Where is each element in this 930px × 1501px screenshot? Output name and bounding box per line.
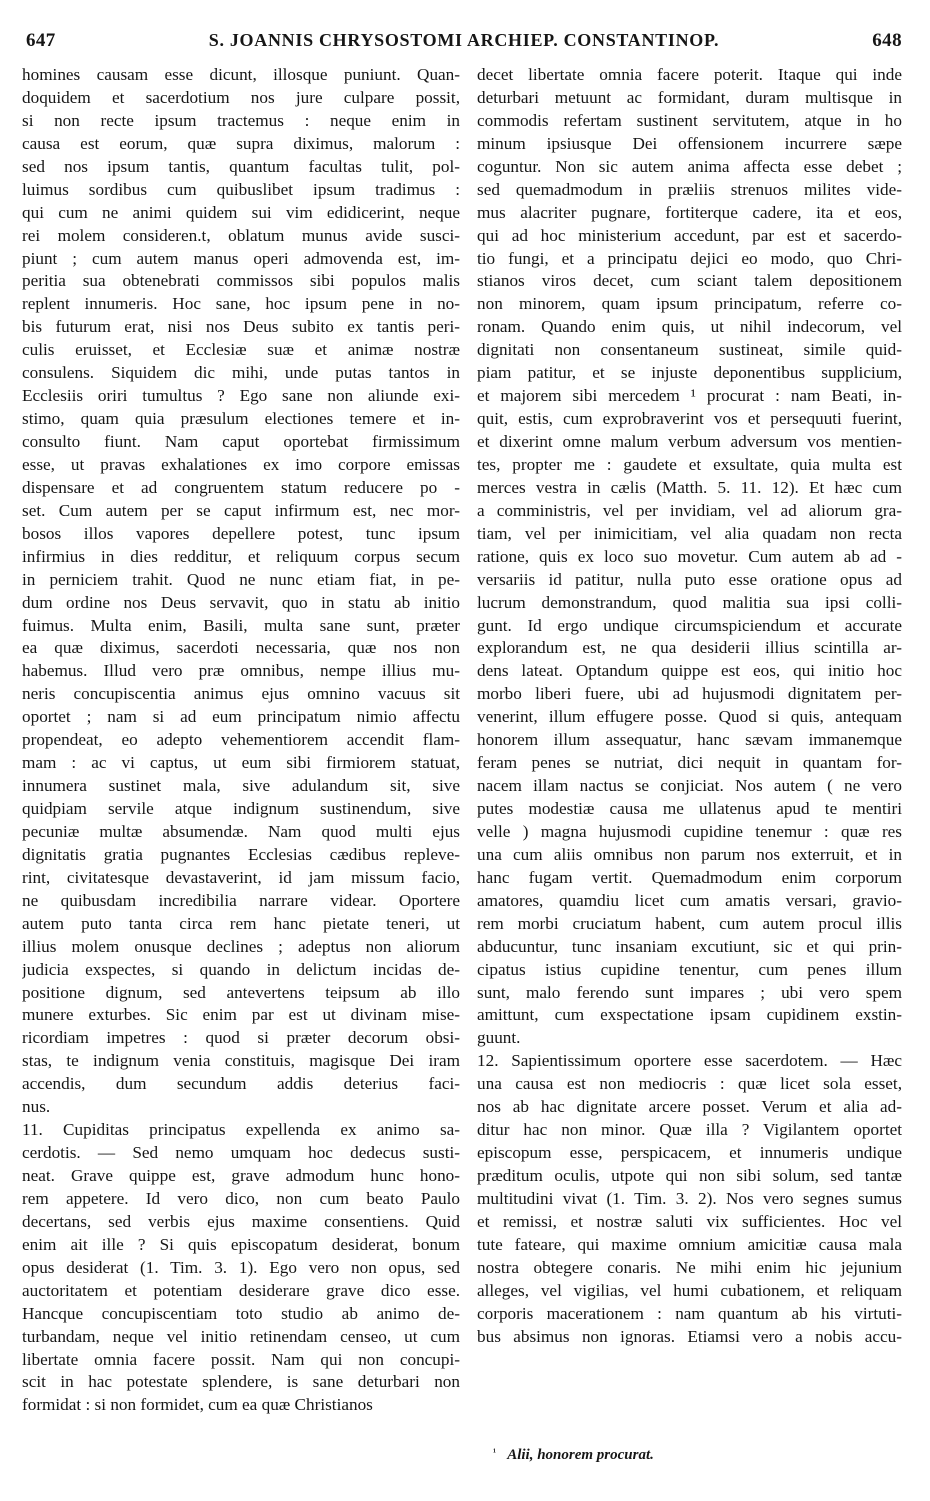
text-line: dignitati non consentaneum sustineat, simile quid- [477, 340, 902, 360]
text-line: bus absimus non ignoras. Etiamsi vero a nobis accu- [477, 1326, 902, 1346]
right-text-column [477, 64, 902, 1444]
text-line: bis futurum erat, nisi nos Deus subito ex tantis peri- [22, 317, 460, 337]
text-line: piunt ; cum autem manus operi admovenda est, im- [22, 248, 460, 268]
text-line: versariis id patitur, nulla puto esse oratione opus ad [477, 569, 902, 589]
text-line: rei molem consideren.t, oblatum munus avide susci- [22, 225, 460, 245]
text-line: piam patitur, et se injuste deponentibus supplicium, [477, 363, 902, 383]
text-line: tiam, vel per inimicitiam, vel alia quadam non recta [477, 523, 902, 543]
text-line: culis eruisset, et Ecclesiæ suæ et animæ nostræ [22, 340, 460, 360]
text-line: formidat : si non formidet, cum ea quæ Christianos [22, 1395, 373, 1415]
text-line: bosos illos vapores depellere potest, tunc ipsum [22, 523, 460, 543]
text-line: ronam. Quando enim quis, ut nihil indecorum, vel [477, 317, 902, 337]
text-line: sed nos ipsum tantis, quantum facultas tulit, pol- [22, 156, 460, 176]
text-line: præditum oculis, utpote qui non sibi solum, sed tantæ [477, 1166, 902, 1185]
text-line: guunt. [477, 1028, 521, 1048]
text-line: a comministris, vel per invidiam, vel ad aliorum gra- [477, 500, 902, 520]
text-line: et remissi, et nostræ saluti vix sufficientes. Hoc vel [477, 1211, 902, 1231]
text-line: putes modestiæ causa me ullatenus apud te mentiri [477, 799, 902, 818]
text-line: nus. [22, 1097, 51, 1117]
text-line: minum ipsiusque Dei offensionem incurrere sæpe [477, 133, 902, 153]
text-line: rem morbi cruciatum habent, cum autem procul illis [477, 913, 902, 933]
text-line: turbandam, neque vel initio retinendam censeo, ut cum [22, 1326, 460, 1346]
text-line: hanc fugam vertit. Quemadmodum enim corporum [477, 867, 902, 887]
text-line: consulens. Siquidem dic mihi, unde putas tantos in [22, 363, 460, 383]
text-line: habemus. Illud vero præ omnibus, nempe illius mu- [22, 661, 460, 681]
text-line: ratione, quis ex loco suo movetur. Cum autem ab ad - [477, 546, 902, 566]
text-line: doquidem et sacerdotium nos jure culpare possit, [22, 87, 460, 107]
footnote [493, 1447, 902, 1464]
text-line: tute fateare, qui maxime omnium amicitiæ causa mala [477, 1234, 902, 1254]
text-line: nostra obtegere conaris. Ne mihi enim hic jejunium [477, 1257, 902, 1277]
text-line: tio fungi, et a principatu dejici eo modo, quo Chri- [477, 248, 902, 268]
text-line: amatores, quamdiu licet cum amatis versari, gravio- [477, 890, 902, 910]
text-line: consulto fiunt. Nam caput oportebat firmissimum [22, 432, 460, 451]
text-line: enim ait ille ? Si quis episcopatum desiderat, bonum [22, 1234, 460, 1254]
text-line: sed quemadmodum in præliis strenuos milites vide- [477, 179, 902, 199]
text-line: esse, ut pravas exhalationes ex imo corpore emissas [22, 454, 460, 474]
text-line: Ecclesiis oriri tumultus ? Ego sane non aliunde exi- [22, 386, 460, 406]
text-line: autem puto tanta circa rem hanc pietate teneri, ut [22, 913, 460, 933]
running-title: S. JOANNIS CHRYSOSTOMI ARCHIEP. CONSTANTINOP. [208, 30, 720, 50]
text-line: cipatus istius cupidine tenentur, cum penes illum [477, 959, 902, 979]
text-line: alleges, vel vigilias, vel humi cubationem, et reliquam [477, 1280, 902, 1300]
text-line: accendis, dum secundum addis deterius faci- [22, 1074, 460, 1094]
text-line: stas, te indignum venia constituis, magisque Dei iram [22, 1051, 460, 1071]
text-line: lucrum demonstrandum, quod malitia sua ipsi colli- [477, 592, 902, 612]
right-page-number: 648 [872, 30, 902, 51]
text-line: cerdotis. — Sed nemo umquam hoc dedecus susti- [22, 1143, 460, 1163]
text-line: velle ) magna hujusmodi cupidine tenemur : quæ res [477, 821, 902, 841]
text-line: deturbari metuunt ac formidant, duram multisque in [477, 87, 902, 107]
text-line: non minorem, quam ipsum principatum, referre co- [477, 294, 902, 314]
text-line: nacem illam nactus se conjiciat. Nos autem ( ne vero [477, 776, 902, 796]
footnote-text: Alii, honorem procurat. [507, 1447, 654, 1463]
text-line: innumera sustinet mala, sive adulandum sit, sive [22, 776, 460, 796]
text-line: opus desiderat (1. Tim. 3. 1). Ego vero non opus, sed [22, 1257, 460, 1277]
text-line: rem appetere. Id vero dico, non cum beato Paulo [22, 1188, 460, 1208]
text-line: amittunt, cum exspectatione ipsam cupidinem exstin- [477, 1005, 902, 1025]
text-line: mam : ac vi captus, ut eum sibi firmiorem statuat, [22, 753, 460, 773]
left-page-number: 647 [26, 30, 56, 51]
text-line: set. Cum autem per se caput infirmum est, nec mor- [22, 500, 460, 520]
text-line: infirmius in dies redditur, et reliquum corpus secum [22, 546, 460, 566]
text-line: illius molem onusque declines ; adeptus non aliorum [22, 936, 460, 956]
text-line: pecuniæ multæ absumendæ. Nam quod multi ejus [22, 821, 460, 841]
running-header [26, 30, 902, 60]
text-line: positione dignum, sed antevertens teipsum ab illo [22, 982, 460, 1002]
text-line: Hancque concupiscentiam toto studio ab animo de- [22, 1303, 460, 1323]
text-line: sunt, malo ferendo sunt impares ; ubi vero spem [477, 982, 902, 1002]
text-line: quidpiam servile atque indignum sustinendum, sive [22, 799, 460, 818]
text-line: explorandum est, ne qua desiderii illius scintilla ar- [477, 638, 902, 658]
text-line: morbo liberi fuere, ubi ad hujusmodi dignitatem per- [477, 684, 902, 704]
text-line: venerint, illum effugere posse. Quod si quis, antequam [477, 707, 902, 727]
text-line: peritia sua obtenebrati commissos sibi populos malis [22, 271, 460, 291]
text-line: scit in hac potestate splendere, is sane deturbari non [22, 1372, 460, 1392]
text-line: gunt. Id ergo undique circumspiciendum et accurate [477, 615, 902, 635]
text-line: merces vestra in cælis (Matth. 5. 11. 12). Et hæc cum [477, 477, 902, 497]
text-line: homines causam esse dicunt, illosque puniunt. Quan- [22, 65, 460, 84]
text-line: quit, estis, cum exprobraverint vos et persequuti fuerint, [477, 409, 902, 429]
footnote-mark: ¹ [493, 1447, 496, 1458]
text-line: nos ab hac dignitate arcere posset. Verum et alia ad- [477, 1097, 902, 1117]
text-line: ea quæ diximus, sacerdoti necessaria, quæ nos non [22, 638, 460, 658]
text-line: una cum aliis omnibus non parum nos exterruit, et in [477, 844, 902, 864]
text-line: dens lateat. Optandum quippe est eos, qui initio hoc [477, 661, 902, 681]
text-line: propendeat, eo adepto vehementiorem accendit flam- [22, 730, 460, 750]
text-line: stimo, quam quia præsulum electiones temere et in- [22, 409, 460, 429]
text-line: ne quibusdam incredibilia narrare videar. Oportere [22, 890, 460, 910]
text-line: coguntur. Non sic autem anima affecta esse debet ; [477, 156, 902, 176]
text-line: qui cum ne animi quidem sui vim edidicerint, neque [22, 202, 460, 222]
text-line: qui ad hoc ministerium accedunt, par est et sacerdo- [477, 225, 902, 245]
text-line: decet libertate omnia facere poterit. Itaque qui inde [477, 65, 902, 84]
text-line: honorem illum assequatur, hanc sævam immanemque [477, 730, 902, 750]
text-line: ricordiam impetres : quod si præter decorum obsi- [22, 1028, 460, 1048]
text-line: episcopum esse, perspicacem, et innumeris undique [477, 1143, 902, 1163]
text-line: dignitatis gratia pugnantes Ecclesias cædibus repleve- [22, 844, 460, 864]
text-line: judicia exspectes, si quando in delictum incidas de- [22, 959, 460, 979]
text-line: decertans, sed verbis ejus maxime consentiens. Quid [22, 1211, 460, 1231]
text-line: tes, propter me : gaudete et exsultate, quia multa est [477, 454, 902, 474]
text-line: commodis refertam sustinent servitutem, atque in ho [477, 110, 902, 130]
text-line: fuimus. Multa enim, Basili, multa sane sunt, præter [22, 615, 460, 635]
text-line: dispensare et ad congruentem statum reducere po - [22, 477, 460, 497]
text-line: stianos viros decet, cum sciant talem depositionem [477, 271, 902, 291]
text-line: causa est eorum, quæ supra diximus, malorum : [22, 133, 460, 153]
text-line: abducuntur, tunc insaniam excutiunt, sic et qui prin- [477, 936, 902, 956]
text-line: et majorem sibi mercedem ¹ procurat : nam Beati, in- [477, 386, 902, 406]
text-line: ditur hac non minor. Quæ illa ? Vigilantem oportet [477, 1120, 902, 1140]
text-line: 12. Sapientissimum oportere esse sacerdotem. — Hæc [477, 1051, 902, 1071]
text-line: dum ordine nos Deus servavit, quo in statu ab initio [22, 592, 460, 612]
text-line: et dixerint omne malum verbum adversum vos mentien- [477, 432, 902, 451]
text-line: rint, civitatesque devastaverint, id jam missum facio, [22, 867, 460, 887]
text-line: feram penes se nutriat, dici nequit in quantam for- [477, 753, 902, 773]
text-line: mus alacriter pugnare, fortiterque cadere, ita et eos, [477, 202, 902, 222]
text-line: replent innumeris. Hoc sane, hoc ipsum pene in no- [22, 294, 460, 314]
left-text-column [22, 64, 460, 1444]
text-line: munere exturbes. Sic enim par est ut divinam mise- [22, 1005, 460, 1025]
text-line: in perniciem trahit. Quod ne nunc etiam fiat, in pe- [22, 569, 460, 589]
text-line: auctoritatem et potentiam desiderare grave dico esse. [22, 1280, 460, 1300]
text-line: neris concupiscentia animus ejus omnino vacuus sit [22, 684, 460, 704]
text-line: neat. Grave quippe est, grave admodum hunc hono- [22, 1166, 460, 1185]
text-line: libertate omnia facere possit. Nam qui non concupi- [22, 1349, 460, 1369]
text-line: 11. Cupiditas principatus expellenda ex animo sa- [22, 1120, 460, 1140]
text-line: luimus sordibus cum quibuslibet ipsum tradimus : [22, 179, 460, 199]
text-line: si non recte ipsum tractemus : neque enim in [22, 110, 460, 130]
text-line: multitudini vivat (1. Tim. 3. 2). Nos vero segnes sumus [477, 1188, 902, 1208]
text-line: una causa est non mediocris : quæ licet sola esset, [477, 1074, 902, 1094]
text-line: oportet ; nam si ad eum principatum nimio affectu [22, 707, 460, 727]
text-line: corporis macerationem : nam quantum ab his virtuti- [477, 1303, 902, 1323]
